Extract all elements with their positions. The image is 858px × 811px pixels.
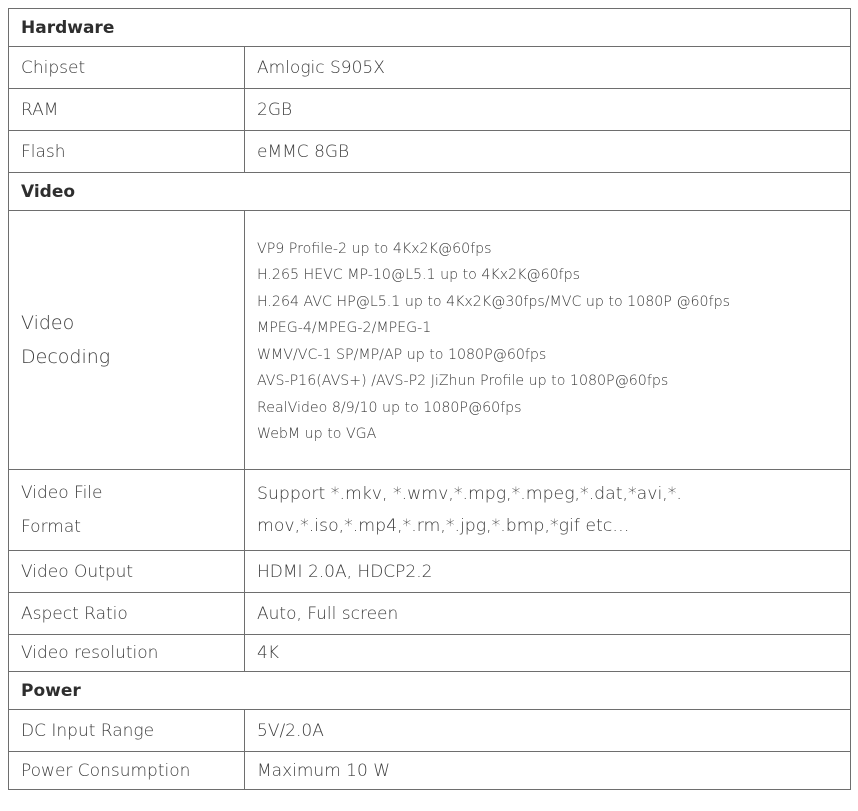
table-row: [9, 89, 851, 131]
section-heading-power: Power: [9, 672, 851, 710]
section-row-hardware: [9, 9, 851, 47]
spec-label-flash: Flash: [9, 131, 245, 173]
decoding-line: VP9 Profile-2 up to 4Kx2K@60fps: [257, 240, 492, 257]
section-heading-hardware: Hardware: [9, 9, 851, 47]
spec-table: [8, 8, 851, 790]
spec-value-power-consumption: Maximum 10 W: [245, 752, 851, 790]
table-row: [9, 710, 851, 752]
spec-value-ram: 2GB: [245, 89, 851, 131]
decoding-line: H.265 HEVC MP-10@L5.1 up to 4Kx2K@60fps: [257, 267, 581, 283]
table-row: [9, 551, 851, 593]
value-line: mov,*.iso,*.mp4,*.rm,*.jpg,*.bmp,*gif etc…: [257, 516, 630, 536]
spec-label-ram: RAM: [9, 89, 245, 131]
decoding-line: MPEG-4/MPEG-2/MPEG-1: [257, 320, 432, 336]
spec-label-video-decoding: [9, 211, 245, 470]
spec-value-dc-input: 5V/2.0A: [245, 710, 851, 752]
label-line: Video File: [21, 483, 103, 503]
spec-value-video-decoding: [245, 211, 851, 470]
section-row-video: [9, 173, 851, 211]
spec-label-chipset: Chipset: [9, 47, 245, 89]
spec-value-video-resolution: 4K: [245, 635, 851, 672]
spec-label-aspect-ratio: Aspect Ratio: [9, 593, 245, 635]
value-line: Support *.mkv, *.wmv,*.mpg,*.mpeg,*.dat,*avi,*.: [257, 484, 682, 504]
spec-value-video-file-format: [245, 470, 851, 551]
label-line: Decoding: [21, 346, 111, 368]
decoding-line: H.264 AVC HP@L5.1 up to 4Kx2K@30fps/MVC up to 1080P @60fps: [257, 293, 730, 310]
table-row: [9, 635, 851, 672]
table-row: [9, 470, 851, 551]
spec-value-aspect-ratio: Auto, Full screen: [245, 593, 851, 635]
decoding-line: WebM up to VGA: [257, 426, 377, 442]
spec-label-dc-input: DC Input Range: [9, 710, 245, 752]
label-line: Format: [21, 517, 81, 537]
decoding-line: WMV/VC-1 SP/MP/AP up to 1080P@60fps: [257, 346, 547, 363]
table-row: [9, 47, 851, 89]
decoding-line: RealVideo 8/9/10 up to 1080P@60fps: [257, 399, 522, 416]
spec-value-flash: eMMC 8GB: [245, 131, 851, 173]
section-row-power: [9, 672, 851, 710]
spec-label-video-file-format: [9, 470, 245, 551]
table-row: [9, 131, 851, 173]
table-row: [9, 593, 851, 635]
spec-value-chipset: Amlogic S905X: [245, 47, 851, 89]
decoding-line: AVS-P16(AVS+) /AVS-P2 JiZhun Profile up to 1080P@60fps: [257, 373, 669, 389]
table-row: [9, 752, 851, 790]
label-line: Video: [21, 312, 75, 334]
table-row: [9, 211, 851, 470]
spec-label-power-consumption: Power Consumption: [9, 752, 245, 790]
spec-value-video-output: HDMI 2.0A, HDCP2.2: [245, 551, 851, 593]
spec-label-video-resolution: Video resolution: [9, 635, 245, 672]
section-heading-video: Video: [9, 173, 851, 211]
spec-label-video-output: Video Output: [9, 551, 245, 593]
